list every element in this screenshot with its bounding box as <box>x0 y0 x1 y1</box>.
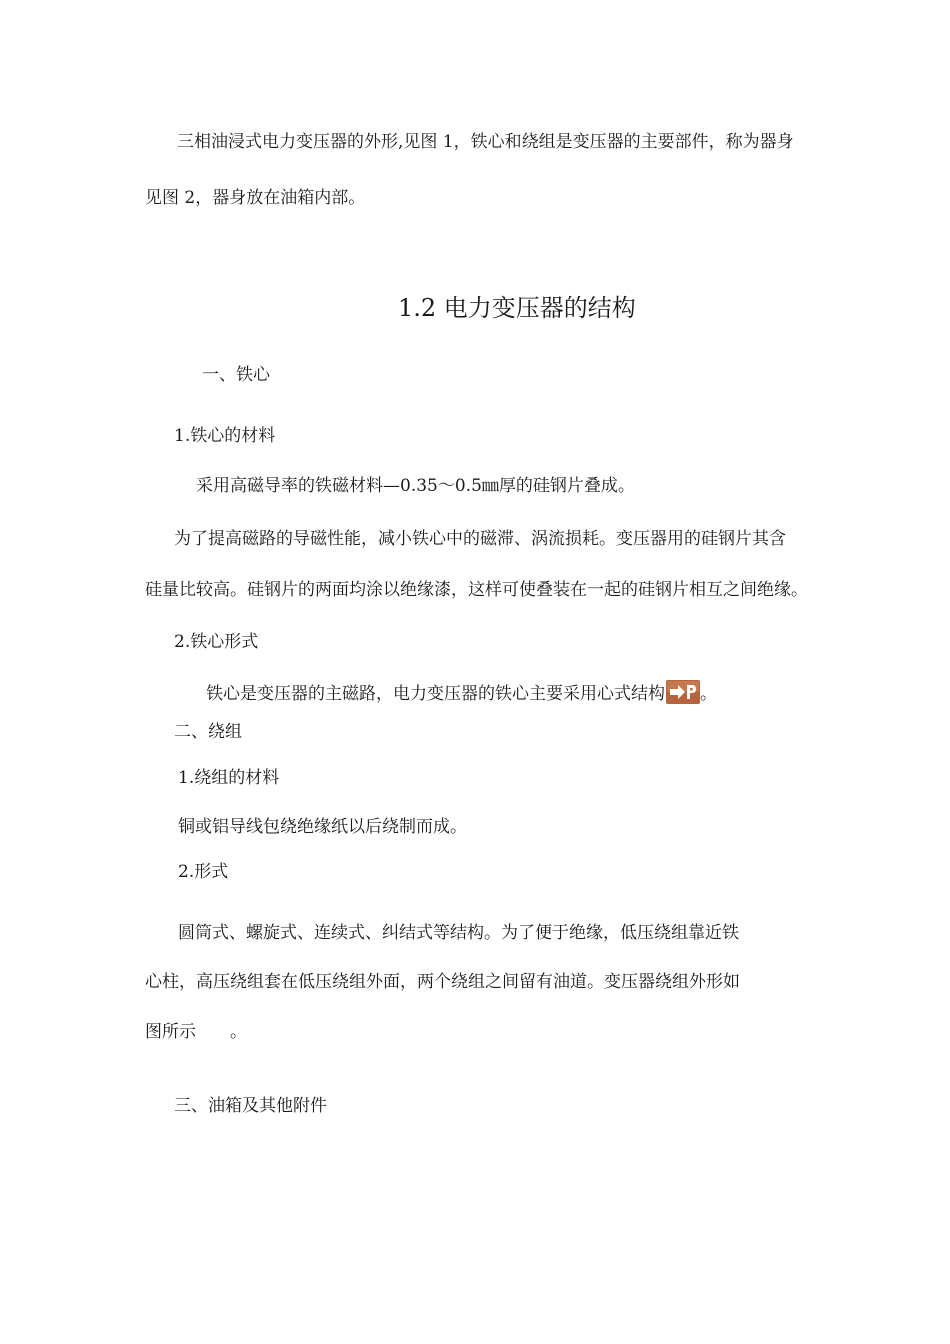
heading-tank: 三、油箱及其他附件 <box>174 1096 327 1116</box>
paragraph-core-form-end: 。 <box>700 684 717 704</box>
intro-paragraph-line-2: 见图 2，器身放在油箱内部。 <box>145 188 366 208</box>
subheading-winding-form: 2.形式 <box>178 862 229 882</box>
subheading-core-material: 1.铁心的材料 <box>174 426 276 446</box>
arrow-p-link-icon[interactable] <box>666 680 700 704</box>
section-title: 1.2 电力变压器的结构 <box>398 294 636 322</box>
heading-core: 一、铁心 <box>202 365 270 385</box>
paragraph-winding-form-line-1: 圆筒式、螺旋式、连续式、纠结式等结构。为了便于绝缘，低压绕组靠近铁 <box>178 923 739 943</box>
subheading-winding-material: 1.绕组的材料 <box>178 768 280 788</box>
paragraph-core-purpose-line-1: 为了提高磁路的导磁性能，减小铁心中的磁滞、涡流损耗。变压器用的硅钢片其含 <box>174 529 786 549</box>
paragraph-core-purpose-line-2: 硅量比较高。硅钢片的两面均涂以绝缘漆，这样可使叠装在一起的硅钢片相互之间绝缘。 <box>145 580 808 600</box>
paragraph-core-form-text: 铁心是变压器的主磁路，电力变压器的铁心主要采用心式结构 <box>206 684 665 704</box>
paragraph-winding-form-line-2: 心柱，高压绕组套在低压绕组外面，两个绕组之间留有油道。变压器绕组外形如 <box>145 972 740 992</box>
paragraph-winding-form-line-3: 图所示 。 <box>145 1022 247 1042</box>
heading-winding: 二、绕组 <box>174 722 242 742</box>
paragraph-winding-material: 铜或铝导线包绕绝缘纸以后绕制而成。 <box>178 817 467 837</box>
paragraph-core-form <box>206 680 717 706</box>
intro-paragraph-line-1: 三相油浸式电力变压器的外形,见图 1，铁心和绕组是变压器的主要部件，称为器身 <box>177 132 794 152</box>
subheading-core-form: 2.铁心形式 <box>174 632 259 652</box>
paragraph-core-material: 采用高磁导率的铁磁材料—0.35～0.5㎜厚的硅钢片叠成。 <box>196 476 635 496</box>
